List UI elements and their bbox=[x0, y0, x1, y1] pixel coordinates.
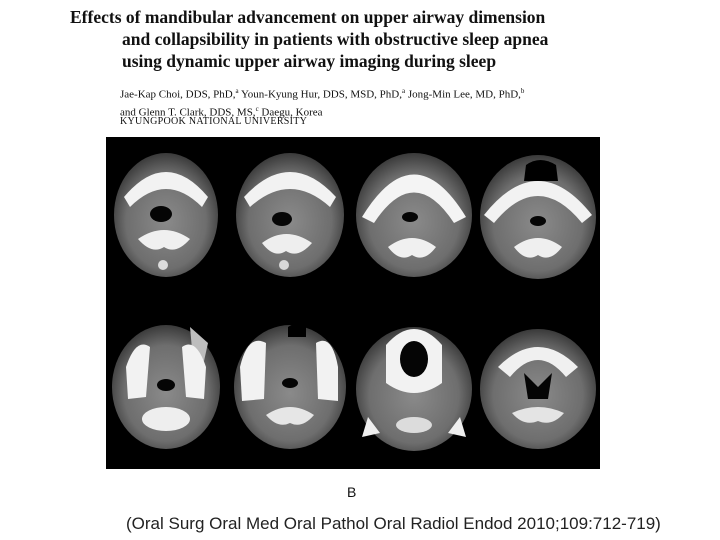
author-2-affiliation-mark: a bbox=[401, 87, 406, 95]
ct-slice-r1c3 bbox=[356, 153, 472, 277]
affiliation: KYUNGPOOK NATIONAL UNIVERSITY bbox=[120, 116, 308, 127]
ct-scan-grid bbox=[106, 137, 600, 469]
ct-slice-r2c2 bbox=[234, 324, 346, 449]
ct-scan-figure bbox=[106, 137, 600, 469]
ct-slice-r2c1 bbox=[112, 325, 220, 449]
title-line-2: and collapsibility in patients with obstructive sleep apnea bbox=[122, 29, 549, 49]
journal-citation: (Oral Surg Oral Med Oral Pathol Oral Radiol Endod 2010;109:712-719) bbox=[126, 514, 661, 533]
author-2: Youn-Kyung Hur, DDS, MSD, PhD, bbox=[238, 88, 402, 101]
figure-panel-label: B bbox=[347, 484, 357, 500]
article-title bbox=[70, 6, 670, 72]
title-line-3: using dynamic upper airway imaging during sleep bbox=[122, 51, 497, 71]
author-location: Daegu, Korea bbox=[258, 106, 323, 119]
author-1-affiliation-mark: a bbox=[235, 87, 239, 95]
ct-slice-r2c3 bbox=[356, 327, 472, 451]
ct-slice-r1c2 bbox=[236, 153, 344, 277]
author-3: Jong-Min Lee, MD, PhD, bbox=[405, 88, 521, 101]
author-3-affiliation-mark: b bbox=[520, 87, 525, 95]
ct-slice-r2c4 bbox=[480, 329, 596, 449]
author-list bbox=[120, 84, 524, 119]
title-line-1: Effects of mandibular advancement on upper airway dimension bbox=[70, 7, 546, 27]
ct-slice-r1c4 bbox=[480, 155, 596, 279]
ct-slice-r1c1 bbox=[114, 153, 218, 277]
author-4: and Glenn T. Clark, DDS, MS, bbox=[120, 106, 256, 119]
author-1: Jae-Kap Choi, DDS, PhD, bbox=[120, 88, 236, 101]
author-4-affiliation-mark: c bbox=[255, 104, 259, 113]
